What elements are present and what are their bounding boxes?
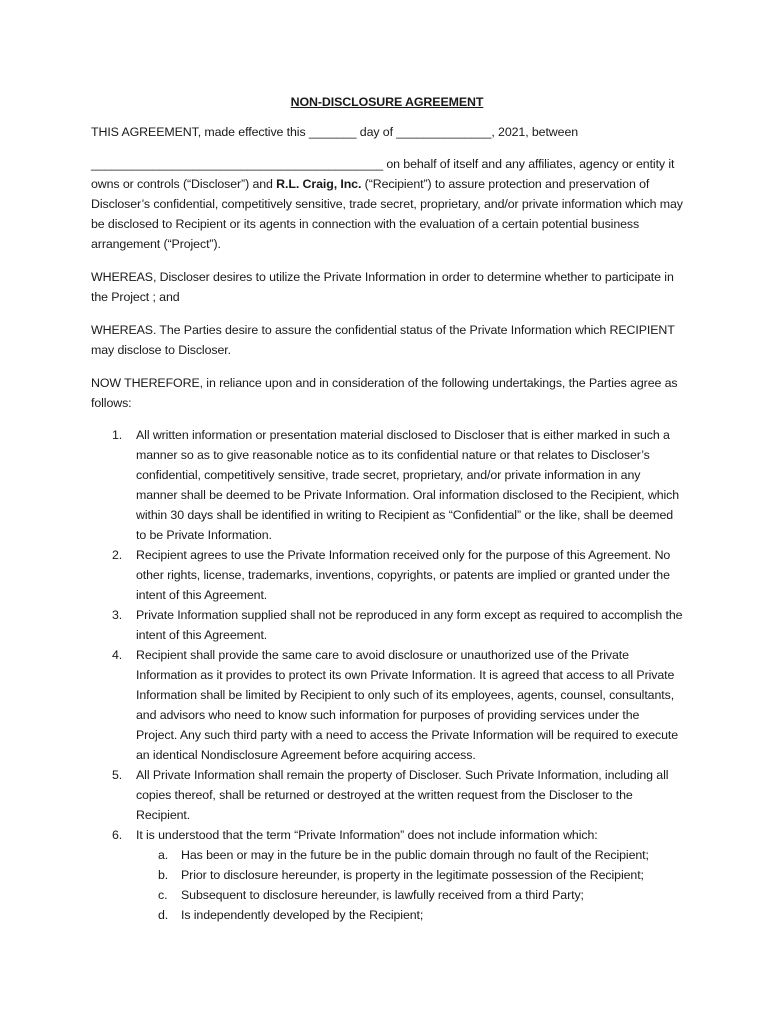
subclause-item: [136, 845, 683, 865]
clause-number: 6.: [112, 828, 123, 842]
subclause-text: Has been or may in the future be in the public domain through no fault of the Recipient;: [181, 848, 649, 862]
clause-item: [91, 425, 683, 545]
clause-text: Recipient agrees to use the Private Information received only for the purpose of this Agreement. No other rights, license, trademarks, inventions, copyrights, or patents are implied or granted under the intent of this Agreement.: [136, 548, 671, 602]
clause-number: 1.: [112, 428, 123, 442]
whereas-clause-1: WHEREAS, Discloser desires to utilize the Private Information in order to determine whether to participate in the Project ; and: [91, 270, 674, 304]
subclause-text: Prior to disclosure hereunder, is property in the legitimate possession of the Recipient;: [181, 868, 644, 882]
clause-number: 5.: [112, 768, 123, 782]
subclause-text: Is independently developed by the Recipient;: [181, 908, 424, 922]
subclause-letter: a.: [158, 848, 169, 862]
document-title: NON-DISCLOSURE AGREEMENT: [290, 95, 484, 109]
now-therefore-clause: NOW THEREFORE, in reliance upon and in consideration of the following undertakings, the Parties agree as follows:: [91, 376, 678, 410]
subclause-letter: b.: [158, 868, 169, 882]
clause-number: 2.: [112, 548, 123, 562]
clause-text: All written information or presentation material disclosed to Discloser that is either marked in such a manner so as to give reasonable notice as to its confidential nature or that relates to Discloser’s confidential, competitively sensitive, trade secret, proprietary, and/or private information in any manner shall be deemed to be Private Information. Oral information disclosed to the Recipient, which within 30 days shall be identified in writing to Recipient as “Confidential” or the like, shall be deemed to be Private Information.: [136, 428, 680, 542]
clause-text: Recipient shall provide the same care to avoid disclosure or unauthorized use of the Private Information as it provides to protect its own Private Information. It is agreed that access to all Private Information shall be limited by Recipient to only such of its employees, agents, counsel, consultants, and advisors who need to know such information for purposes of providing services under the Project. Any such third party with a need to access the Private Information will be required to execute an identical Nondisclosure Agreement before acquiring access.: [136, 648, 679, 762]
clause-list: [91, 425, 683, 925]
recipient-name: R.L. Craig, Inc.: [276, 177, 362, 191]
party-text-before: ___________________________________________ on behalf of itself and any affiliates, agency or entity it owns or controls (“Discloser”) and: [91, 157, 675, 191]
intro-line: THIS AGREEMENT, made effective this _______ day of ______________, 2021, between: [91, 125, 579, 139]
subclause-item: [136, 885, 683, 905]
clause-item: [91, 645, 683, 765]
document-page: [91, 92, 683, 925]
subclause-list: [136, 845, 683, 925]
subclause-letter: d.: [158, 908, 169, 922]
clause-text: All Private Information shall remain the property of Discloser. Such Private Information, including all copies thereof, shall be returned or destroyed at the written request from the Discloser to the Recipient.: [136, 768, 669, 822]
clause-item: [91, 825, 683, 925]
subclause-item: [136, 865, 683, 885]
clause-item: [91, 765, 683, 825]
clause-item: [91, 605, 683, 645]
clause-item: [91, 545, 683, 605]
party-paragraph: [91, 154, 683, 254]
clause-text: Private Information supplied shall not be reproduced in any form except as required to accomplish the intent of this Agreement.: [136, 608, 683, 642]
whereas-clause-2: WHEREAS. The Parties desire to assure the confidential status of the Private Information which RECIPIENT may disclose to Discloser.: [91, 323, 675, 357]
clause-text: It is understood that the term “Private Information” does not include information which:: [136, 828, 598, 842]
subclause-item: [136, 905, 683, 925]
clause-number: 4.: [112, 648, 123, 662]
subclause-text: Subsequent to disclosure hereunder, is lawfully received from a third Party;: [181, 888, 584, 902]
clause-number: 3.: [112, 608, 123, 622]
party-text-after: (“Recipient”) to assure protection and preservation of Discloser’s confidential, competitively sensitive, trade secret, proprietary, and/or private information which may be disclosed to Recipient or its agents in connection with the evaluation of a certain potential business arrangement (“Project”).: [91, 177, 683, 251]
subclause-letter: c.: [158, 888, 168, 902]
